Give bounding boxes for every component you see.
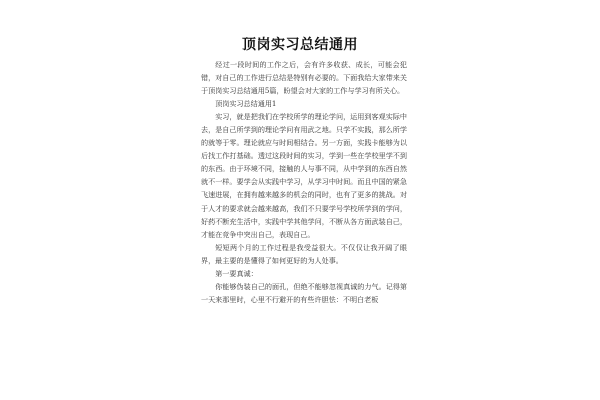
body-paragraph: 短短两个月的工作过程是我受益很大。不仅仅让我开阔了眼界，最主要的是懂得了如何更好的为人处事。 <box>201 242 407 265</box>
subheading: 第一要真诚： <box>215 268 258 278</box>
section-heading: 顶岗实习总结通用1 <box>215 99 277 109</box>
body-paragraph: 实习，就是把我们在学校所学的理论学问，运用到客观实际中去，是自己所学到的理论学问有用武之地。只学不实践，那么所学的就等于零。理论就应与时间相结合。另一方面，实践卡能够为以后找工作打基础。透过这段时间的实习，学到一些在学校里学不到的东西。由于环境不同，接触的人与事不同，从中学到的东西自然就不一样。要学会从实践中学习，从学习中时间。而且中国的紧急飞速进展，在拥有越来越多的机会的同时，也有了更多的挑战。对于人才的要求就会越来越高，我们不只要学号学校所学到的学问，好药不断充生活中，实践中学其他学问，不断从各方面武装自己，才能在竞争中突出自己，表现自己。 <box>201 112 407 239</box>
body-paragraph: 你能够伪装自己的面孔，但绝不能够忽视真诚的力气。记得第一天来那里时，心里不行避开的有些许胆怯：不明白老板 <box>201 281 407 304</box>
document-title: 顶岗实习总结通用 <box>242 37 358 53</box>
document-body <box>201 58 407 306</box>
intro-paragraph: 经过一段时间的工作之后，会有许多收获、成长，可能会犯错，对自己的工作进行总结是特别有必要的。下面我给大家带来关于顶岗实习总结通用5篇，盼望会对大家的工作与学习有所关心。 <box>201 60 407 96</box>
